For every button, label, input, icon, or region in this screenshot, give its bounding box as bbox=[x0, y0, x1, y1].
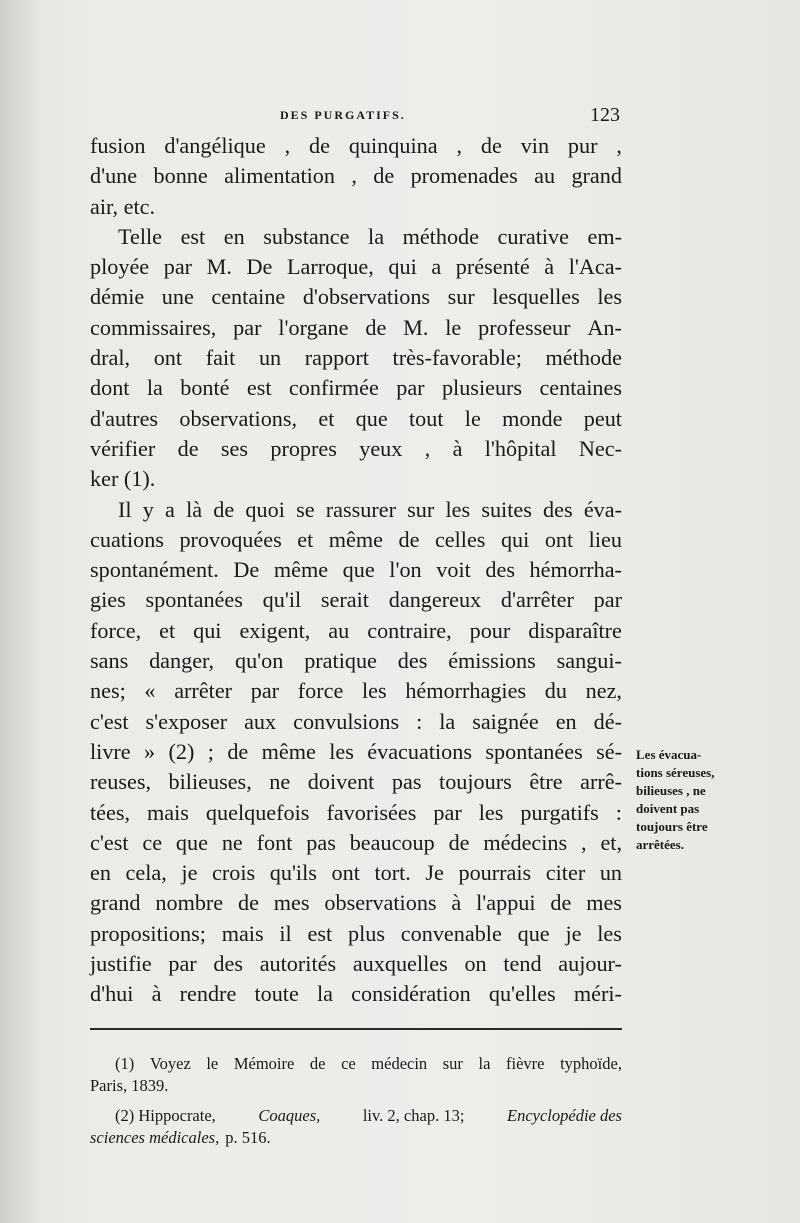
marginal-note-line: arrêtées. bbox=[636, 837, 684, 852]
marginal-note bbox=[636, 746, 766, 854]
text-line: ployée par M. De Larroque, qui a présenté à l'Aca- bbox=[90, 254, 622, 280]
text-line: en cela, je crois qu'ils ont tort. Je pourrais citer un bbox=[90, 860, 622, 886]
text-line: d'autres observations, et que tout le monde peut bbox=[90, 405, 622, 431]
footnote-rule bbox=[90, 1028, 622, 1030]
footnotes bbox=[90, 1053, 622, 1157]
running-title: DES PURGATIFS. bbox=[280, 108, 406, 122]
page-gutter-shadow bbox=[0, 0, 40, 1223]
text-line: reuses, bilieuses, ne doivent pas toujours être arrê- bbox=[90, 769, 622, 795]
text-line: démie une centaine d'observations sur lesquelles les bbox=[90, 284, 622, 310]
text-line: livre » (2) ; de même les évacuations spontanées sé- bbox=[90, 738, 622, 764]
text-line: nes; « arrêter par force les hémorrhagies du nez, bbox=[90, 678, 622, 704]
page-number: 123 bbox=[590, 104, 620, 126]
footnote-line: (2) Hippocrate, Coaques, liv. 2, chap. 13; Encyclopédie des bbox=[115, 1106, 622, 1125]
text-line: justifie par des autorités auxquelles on tend aujour- bbox=[90, 951, 622, 977]
text-line: ker (1). bbox=[90, 466, 156, 492]
text-line: fusion d'angélique , de quinquina , de vin pur , bbox=[90, 133, 622, 158]
text-line: grand nombre de mes observations à l'appui de mes bbox=[90, 890, 622, 916]
text-line: vérifier de ses propres yeux , à l'hôpital Nec- bbox=[90, 435, 622, 461]
footnote-1 bbox=[90, 1053, 622, 1097]
footnote-line: (1) Voyez le Mémoire de ce médecin sur la fièvre typhoïde, bbox=[115, 1054, 622, 1073]
text-line: c'est ce que ne font pas beaucoup de médecins , et, bbox=[90, 829, 622, 855]
footnote-line: Paris, 1839. bbox=[90, 1076, 169, 1095]
text-line: sans danger, qu'on pratique des émissions sangui- bbox=[90, 648, 622, 674]
text-line: tées, mais quelquefois favorisées par les purgatifs : bbox=[90, 799, 622, 825]
text-line: cuations provoquées et même de celles qui ont lieu bbox=[90, 526, 622, 552]
body-text bbox=[90, 131, 622, 1010]
footnote-line: sciences médicales, p. 516. bbox=[90, 1128, 271, 1147]
text-line: propositions; mais il est plus convenable que je les bbox=[90, 920, 622, 946]
text-line: dont la bonté est confirmée par plusieurs centaines bbox=[90, 375, 622, 401]
text-line: Telle est en substance la méthode curative em- bbox=[118, 223, 622, 249]
text-line: air, etc. bbox=[90, 193, 156, 219]
marginal-note-line: tions séreuses, bbox=[636, 765, 715, 780]
text-line: gies spontanées qu'il serait dangereux d'arrêter par bbox=[90, 587, 622, 613]
running-head bbox=[90, 104, 620, 134]
text-line: commissaires, par l'organe de M. le professeur An- bbox=[90, 314, 622, 340]
text-line: force, et qui exigent, au contraire, pour disparaître bbox=[90, 617, 622, 643]
marginal-note-line: doivent pas bbox=[636, 801, 700, 816]
text-line: c'est s'exposer aux convulsions : la saignée en dé- bbox=[90, 708, 622, 734]
marginal-note-line: Les évacua- bbox=[636, 747, 702, 762]
text-line: dral, ont fait un rapport très-favorable; méthode bbox=[90, 345, 622, 371]
footnote-2 bbox=[90, 1105, 622, 1149]
text-line: spontanément. De même que l'on voit des hémorrha- bbox=[90, 557, 622, 583]
marginal-note-line: toujours être bbox=[636, 819, 708, 834]
marginal-note-line: bilieuses , ne bbox=[636, 783, 706, 798]
text-line: d'hui à rendre toute la considération qu'elles méri- bbox=[90, 981, 622, 1007]
text-line: d'une bonne alimentation , de promenades au grand bbox=[90, 163, 622, 189]
text-line: Il y a là de quoi se rassurer sur les suites des éva- bbox=[118, 496, 622, 522]
